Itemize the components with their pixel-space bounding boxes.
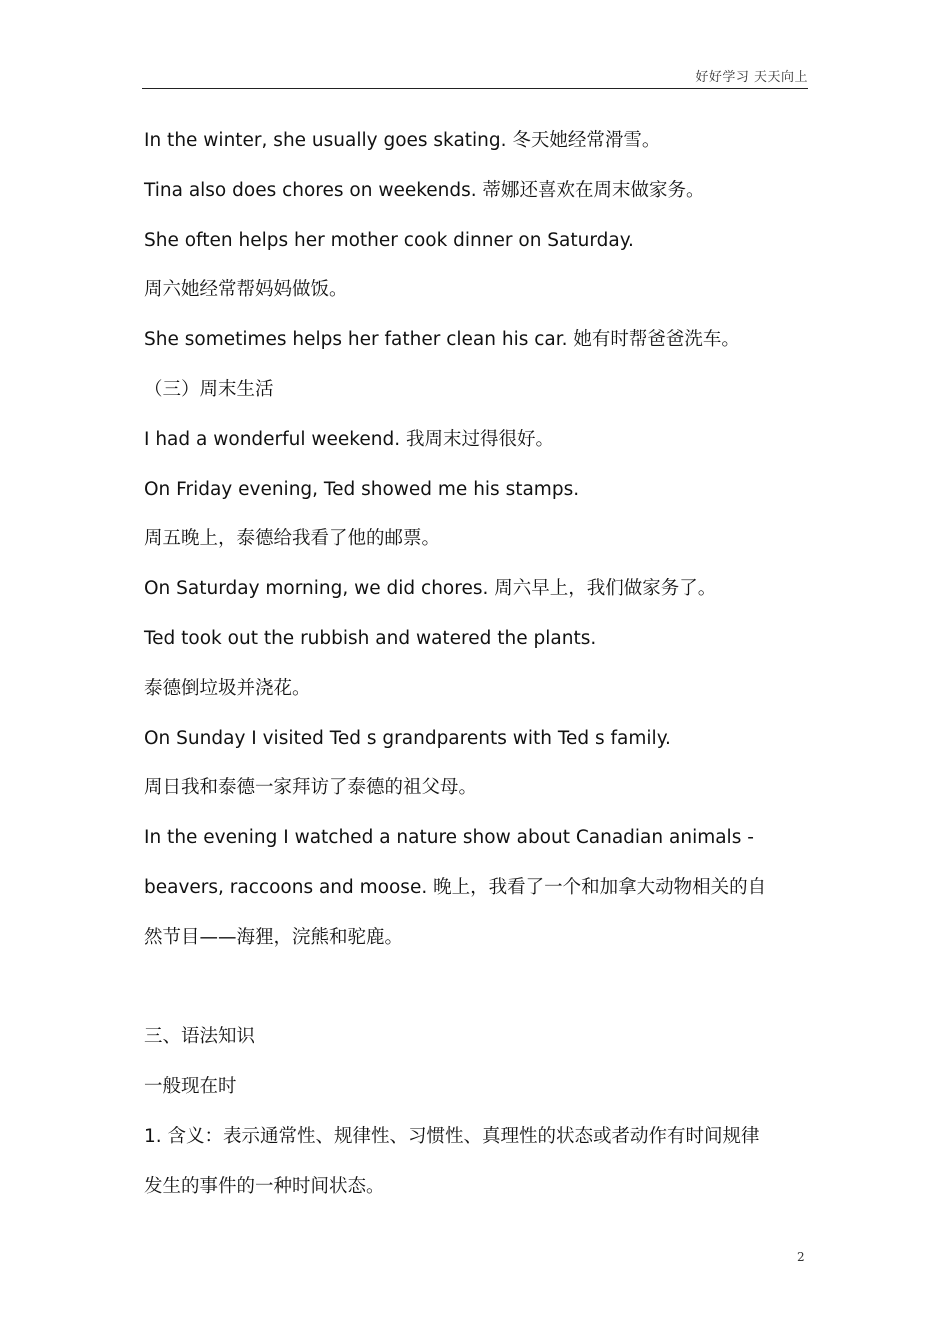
page-header-text: 好好学习 天天向上 xyxy=(695,70,808,85)
text-line: 泰德倒垃圾并浇花。 xyxy=(144,677,311,699)
text-line: Ted took out the rubbish and watered the plants. xyxy=(144,627,597,649)
text-line: beavers, raccoons and moose. 晚上，我看了一个和加拿大动物相关的自 xyxy=(144,876,767,898)
blank-line xyxy=(144,963,808,1013)
text-line: She sometimes helps her father clean his car. 她有时帮爸爸洗车。 xyxy=(144,329,740,351)
text-line: Tina also does chores on weekends. 蒂娜还喜欢在周末做家务。 xyxy=(144,179,705,201)
text-line: 然节目——海狸，浣熊和驼鹿。 xyxy=(144,926,404,948)
text-line: 周六她经常帮妈妈做饭。 xyxy=(144,279,348,301)
document-body xyxy=(144,116,808,1212)
text-line: 1. 含义：表示通常性、规律性、习惯性、真理性的状态或者动作有时间规律 xyxy=(144,1125,760,1147)
page-number: 2 xyxy=(797,1250,805,1264)
text-line: On Sunday I visited Ted s grandparents with Ted s family. xyxy=(144,727,671,749)
text-line: In the winter, she usually goes skating. 冬天她经常滑雪。 xyxy=(144,130,661,151)
text-line: In the evening I watched a nature show about Canadian animals - xyxy=(144,827,754,849)
subsection-heading: 一般现在时 xyxy=(144,1076,237,1098)
text-line: I had a wonderful weekend. 我周末过得很好。 xyxy=(144,428,554,450)
section-heading: （三）周末生活 xyxy=(144,378,274,400)
text-line: 周五晚上，泰德给我看了他的邮票。 xyxy=(144,528,441,550)
text-line: 发生的事件的一种时间状态。 xyxy=(144,1175,385,1197)
text-line: She often helps her mother cook dinner on Saturday. xyxy=(144,229,634,251)
section-heading: 三、语法知识 xyxy=(144,1026,256,1048)
text-line: 周日我和泰德一家拜访了泰德的祖父母。 xyxy=(144,777,478,799)
header-divider xyxy=(142,88,808,89)
text-line: On Saturday morning, we did chores. 周六早上，我们做家务了。 xyxy=(144,578,717,600)
text-line: On Friday evening, Ted showed me his stamps. xyxy=(144,478,580,500)
